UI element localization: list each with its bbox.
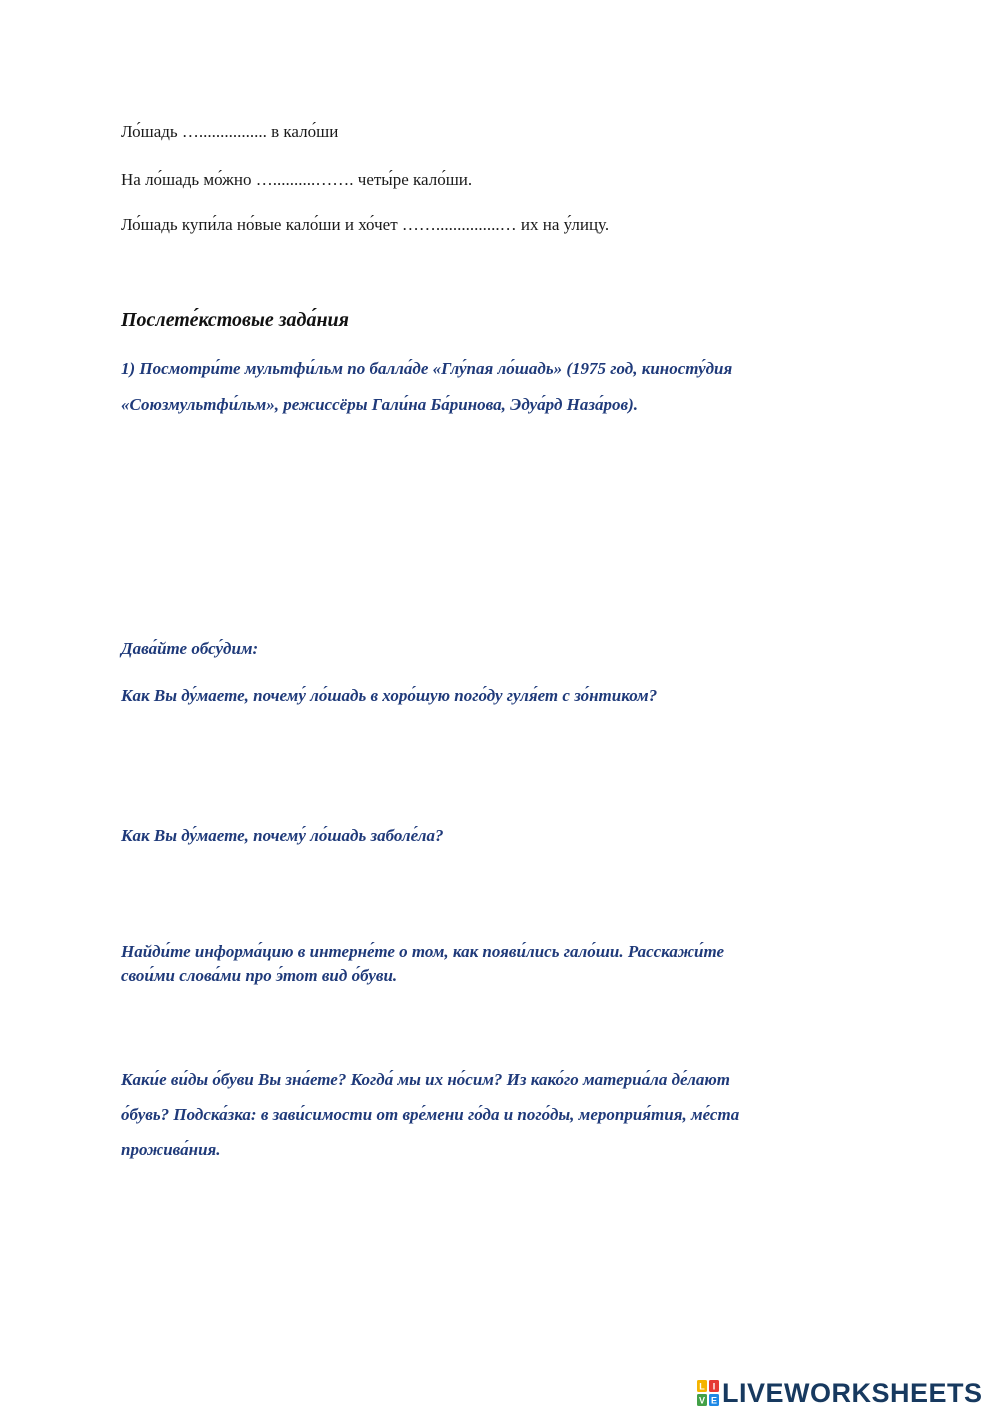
sentence-1: Ло́шадь …................ в кало́ши [121,122,339,141]
question-sick: Как Вы ду́маете, почему́ ло́шадь заболе́ла? [121,826,444,845]
liveworksheets-icon [697,1380,719,1406]
task1-line2: «Союзмультфи́льм», режиссёры Гали́на Ба́ринова, Эдуа́рд Наза́ров). [121,395,638,414]
discuss-title: Дава́йте обсу́дим: [121,639,259,658]
logo-text: LIVEWORKSHEETS [722,1378,983,1408]
icon-letter-l: L [699,1381,705,1392]
icon-letter-e: E [710,1395,718,1406]
task-shoes-line2: о́бувь? Подска́зка: в зави́симости от вре́мени го́да и пого́ды, мероприя́тия, ме́ста [121,1105,740,1124]
icon-letter-v: V [698,1395,706,1406]
liveworksheets-logo [697,1378,983,1408]
task-shoes-line1: Каки́е ви́ды о́буви Вы зна́ете? Когда́ мы их но́сим? Из како́го материа́ла де́лают [121,1070,730,1089]
task-find-line2: свои́ми слова́ми про э́тот вид о́буви. [121,966,398,985]
question-umbrella: Как Вы ду́маете, почему́ ло́шадь в хоро́шую пого́ду гуля́ет с зо́нтиком? [121,686,658,705]
sentence-2: На ло́шадь мо́жно …..........……. четы́ре кало́ши. [121,170,473,189]
task-find-line1: Найди́те информа́цию в интерне́те о том, как появи́лись гало́ши. Расскажи́те [121,942,725,961]
task1-line1: 1) Посмотри́те мультфи́льм по балла́де «Глу́пая ло́шадь» (1975 год, киносту́дия [121,359,733,378]
task-shoes-line3: прожива́ния. [121,1140,221,1159]
icon-letter-i: I [712,1381,716,1392]
sentence-3: Ло́шадь купи́ла но́вые кало́ши и хо́чет ……...............… их на у́лицу. [121,215,610,234]
section-heading: Послете́кстовые зада́ния [121,309,349,331]
